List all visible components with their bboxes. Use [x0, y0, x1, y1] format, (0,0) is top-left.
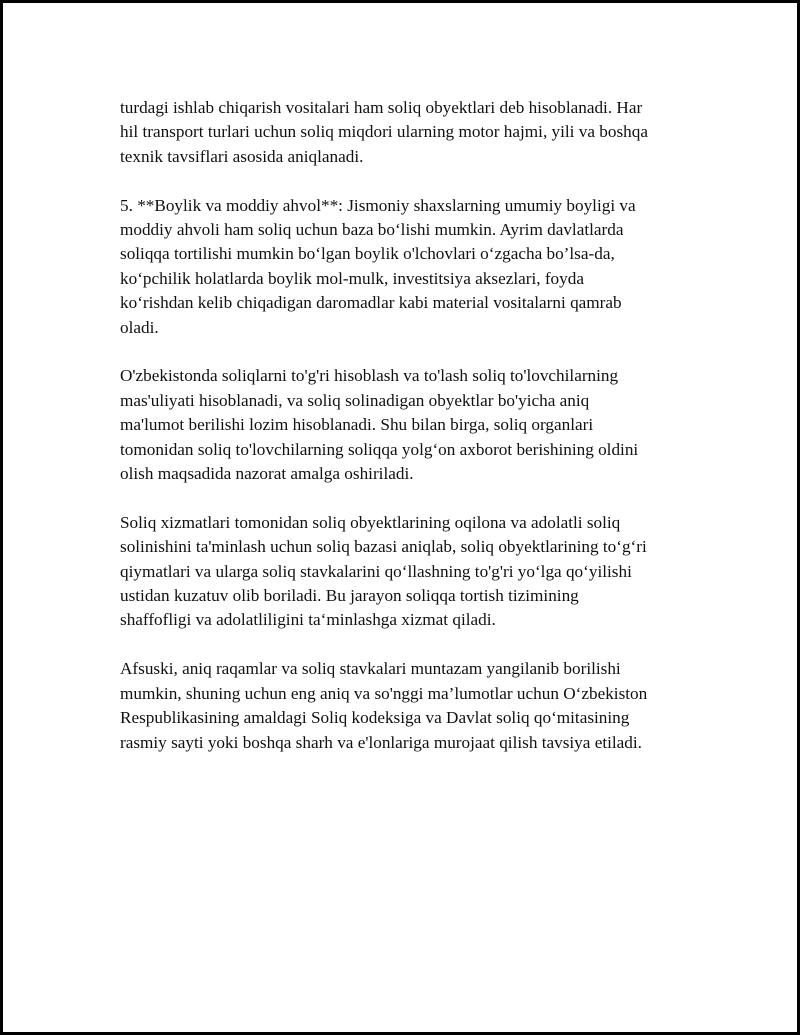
text-line: soliqqa tortilishi mumkin bo‘lgan boylik o'lchovlari o‘zgacha bo’lsa-da, — [120, 244, 615, 264]
text-line: texnik tavsiflari asosida aniqlanadi. — [120, 146, 364, 166]
text-line: 5. **Boylik va moddiy ahvol**: Jismoniy shaxslarning umumiy boyligi va — [120, 195, 636, 215]
text-line: tomonidan soliq to'lovchilarning soliqqa yolg‘on axborot berishining oldini — [120, 439, 639, 459]
text-line: mas'uliyati hisoblanadi, va soliq solinadigan obyektlar bo'yicha aniq — [120, 390, 590, 410]
paragraph-taxpayer-responsibility — [120, 364, 700, 486]
text-line: qiymatlari va ularga soliq stavkalarini qo‘llashning to'g'ri yo‘lga qo‘yilishi — [120, 561, 632, 581]
text-line: hil transport turlari uchun soliq miqdori ularning motor hajmi, yili va boshqa — [120, 122, 648, 142]
paragraph-transport-continuation — [120, 96, 700, 169]
text-line: shaffofligi va adolatliligini ta‘minlashga xizmat qiladi. — [120, 610, 496, 630]
paragraph-recommendation — [120, 657, 700, 755]
text-line: O'zbekistonda soliqlarni to'g'ri hisoblash va to'lash soliq to'lovchilarning — [120, 366, 619, 386]
text-line: Soliq xizmatlari tomonidan soliq obyektlarining oqilona va adolatli soliq — [120, 512, 621, 532]
text-line: rasmiy sayti yoki boshqa sharh va e'lonlariga murojaat qilish tavsiya etiladi. — [120, 732, 642, 752]
text-line: Respublikasining amaldagi Soliq kodeksiga va Davlat soliq qo‘mitasining — [120, 708, 630, 728]
paragraph-wealth-item — [120, 194, 700, 340]
text-line: ko‘pchilik holatlarda boylik mol-mulk, investitsiya aksezlari, foyda — [120, 268, 584, 288]
text-line: ko‘rishdan kelib chiqadigan daromadlar kabi material vositalarni qamrab — [120, 293, 622, 313]
text-line: moddiy ahvoli ham soliq uchun baza bo‘lishi mumkin. Ayrim davlatlarda — [120, 220, 624, 240]
document-body — [120, 96, 700, 779]
text-line: turdagi ishlab chiqarish vositalari ham soliq obyektlari deb hisoblanadi. Har — [120, 98, 643, 117]
text-line: Afsuski, aniq raqamlar va soliq stavkalari muntazam yangilanib borilishi — [120, 659, 621, 679]
text-line: ma'lumot berilishi lozim hisoblanadi. Shu bilan birga, soliq organlari — [120, 415, 594, 435]
text-line: mumkin, shuning uchun eng aniq va so'nggi ma’lumotlar uchun O‘zbekiston — [120, 683, 648, 703]
text-line: ustidan kuzatuv olib boriladi. Bu jarayon soliqqa tortish tizimining — [120, 586, 579, 606]
text-line: oladi. — [120, 317, 159, 337]
paragraph-tax-services — [120, 511, 700, 633]
text-line: olish maqsadida nazorat amalga oshiriladi. — [120, 464, 414, 484]
text-line: solinishini ta'minlash uchun soliq bazasi aniqlab, soliq obyektlarining to‘g‘ri — [120, 537, 647, 557]
